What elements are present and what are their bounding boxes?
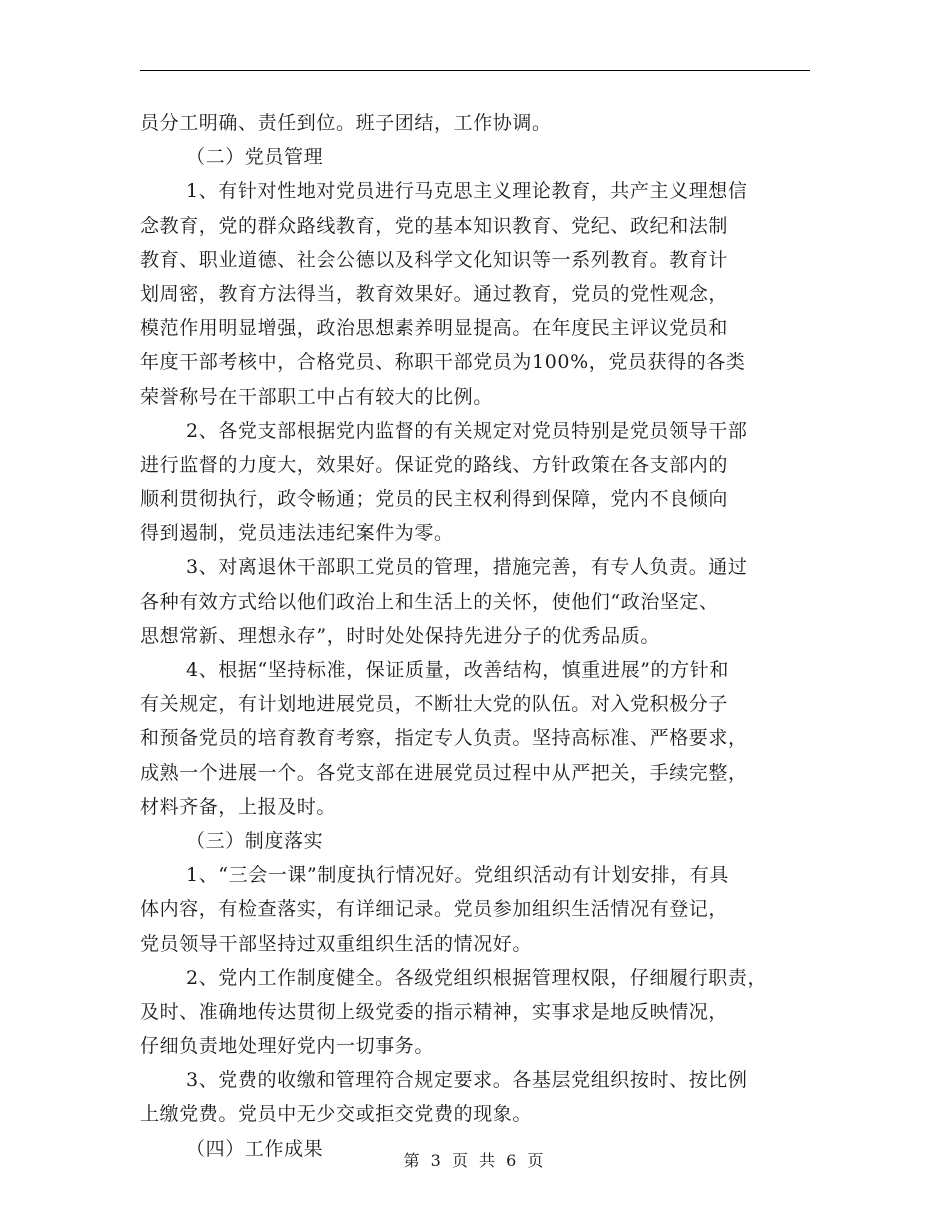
document-body xyxy=(140,106,820,1166)
text-line: 教育、职业道德、社会公德以及科学文化知识等一系列教育。教育计 xyxy=(140,248,729,271)
text-line: 体内容，有检查落实，有详细记录。党员参加组织生活情况有登记， xyxy=(140,898,729,921)
text-line: 2、各党支部根据党内监督的有关规定对党员特别是党员领导干部 xyxy=(186,419,748,442)
text-line: 4、根据“坚持标准，保证质量，改善结构，慎重进展”的方针和 xyxy=(186,659,729,681)
text-line: （四）工作成果 xyxy=(186,1137,324,1160)
text-line: 荣誉称号在干部职工中占有较大的比例。 xyxy=(140,385,493,408)
text-line: 仔细负责地处理好党内一切事务。 xyxy=(140,1035,435,1058)
text-line: 3、对离退休干部职工党员的管理，措施完善，有专人负责。通过 xyxy=(186,556,748,579)
text-line: 划周密，教育方法得当，教育效果好。通过教育，党员的党性观念， xyxy=(140,282,729,305)
page-footer: 第 3 页 共 6 页 xyxy=(403,1151,547,1170)
text-line: 顺利贯彻执行，政令畅通；党员的民主权利得到保障，党内不良倾向 xyxy=(140,488,729,511)
text-line: 2、党内工作制度健全。各级党组织根据管理权限，仔细履行职责， xyxy=(186,966,768,989)
text-line: （二）党员管理 xyxy=(186,146,324,169)
text-line: 党员领导干部坚持过双重组织生活的情况好。 xyxy=(140,932,533,955)
text-line: 上缴党费。党员中无少交或拒交党费的现象。 xyxy=(140,1103,533,1126)
text-line: 年度干部考核中，合格党员、称职干部党员为100%，党员获得的各类 xyxy=(140,351,746,374)
text-line: 和预备党员的培育教育考察，指定专人负责。坚持高标准、严格要求， xyxy=(140,727,748,750)
text-line: 3、党费的收缴和管理符合规定要求。各基层党组织按时、按比例 xyxy=(186,1069,748,1092)
text-line: （三）制度落实 xyxy=(186,829,324,852)
text-line: 及时、准确地传达贯彻上级党委的指示精神，实事求是地反映情况， xyxy=(140,1000,729,1023)
text-line: 员分工明确、责任到位。班子团结，工作协调。 xyxy=(140,112,552,134)
text-line: 各种有效方式给以他们政治上和生活上的关怀，使他们“政治坚定、 xyxy=(140,590,719,613)
text-line: 念教育，党的群众路线教育，党的基本知识教育、党纪、政纪和法制 xyxy=(140,214,729,237)
text-line: 有关规定，有计划地进展党员，不断壮大党的队伍。对入党积极分子 xyxy=(140,693,729,716)
text-line: 1、“三会一课”制度执行情况好。党组织活动有计划安排，有具 xyxy=(186,864,729,887)
text-line: 得到遏制，党员违法违纪案件为零。 xyxy=(140,522,454,545)
text-line: 进行监督的力度大，效果好。保证党的路线、方针政策在各支部内的 xyxy=(140,453,729,476)
header-rule xyxy=(140,70,810,71)
text-line: 思想常新、理想永存”，时时处处保持先进分子的优秀品质。 xyxy=(140,624,660,647)
text-line: 模范作用明显增强，政治思想素养明显提高。在年度民主评议党员和 xyxy=(140,317,729,340)
text-line: 成熟一个进展一个。各党支部在进展党员过程中从严把关，手续完整， xyxy=(140,761,748,784)
text-line: 材料齐备，上报及时。 xyxy=(140,795,337,818)
text-line: 1、有针对性地对党员进行马克思主义理论教育，共产主义理想信 xyxy=(186,180,748,203)
